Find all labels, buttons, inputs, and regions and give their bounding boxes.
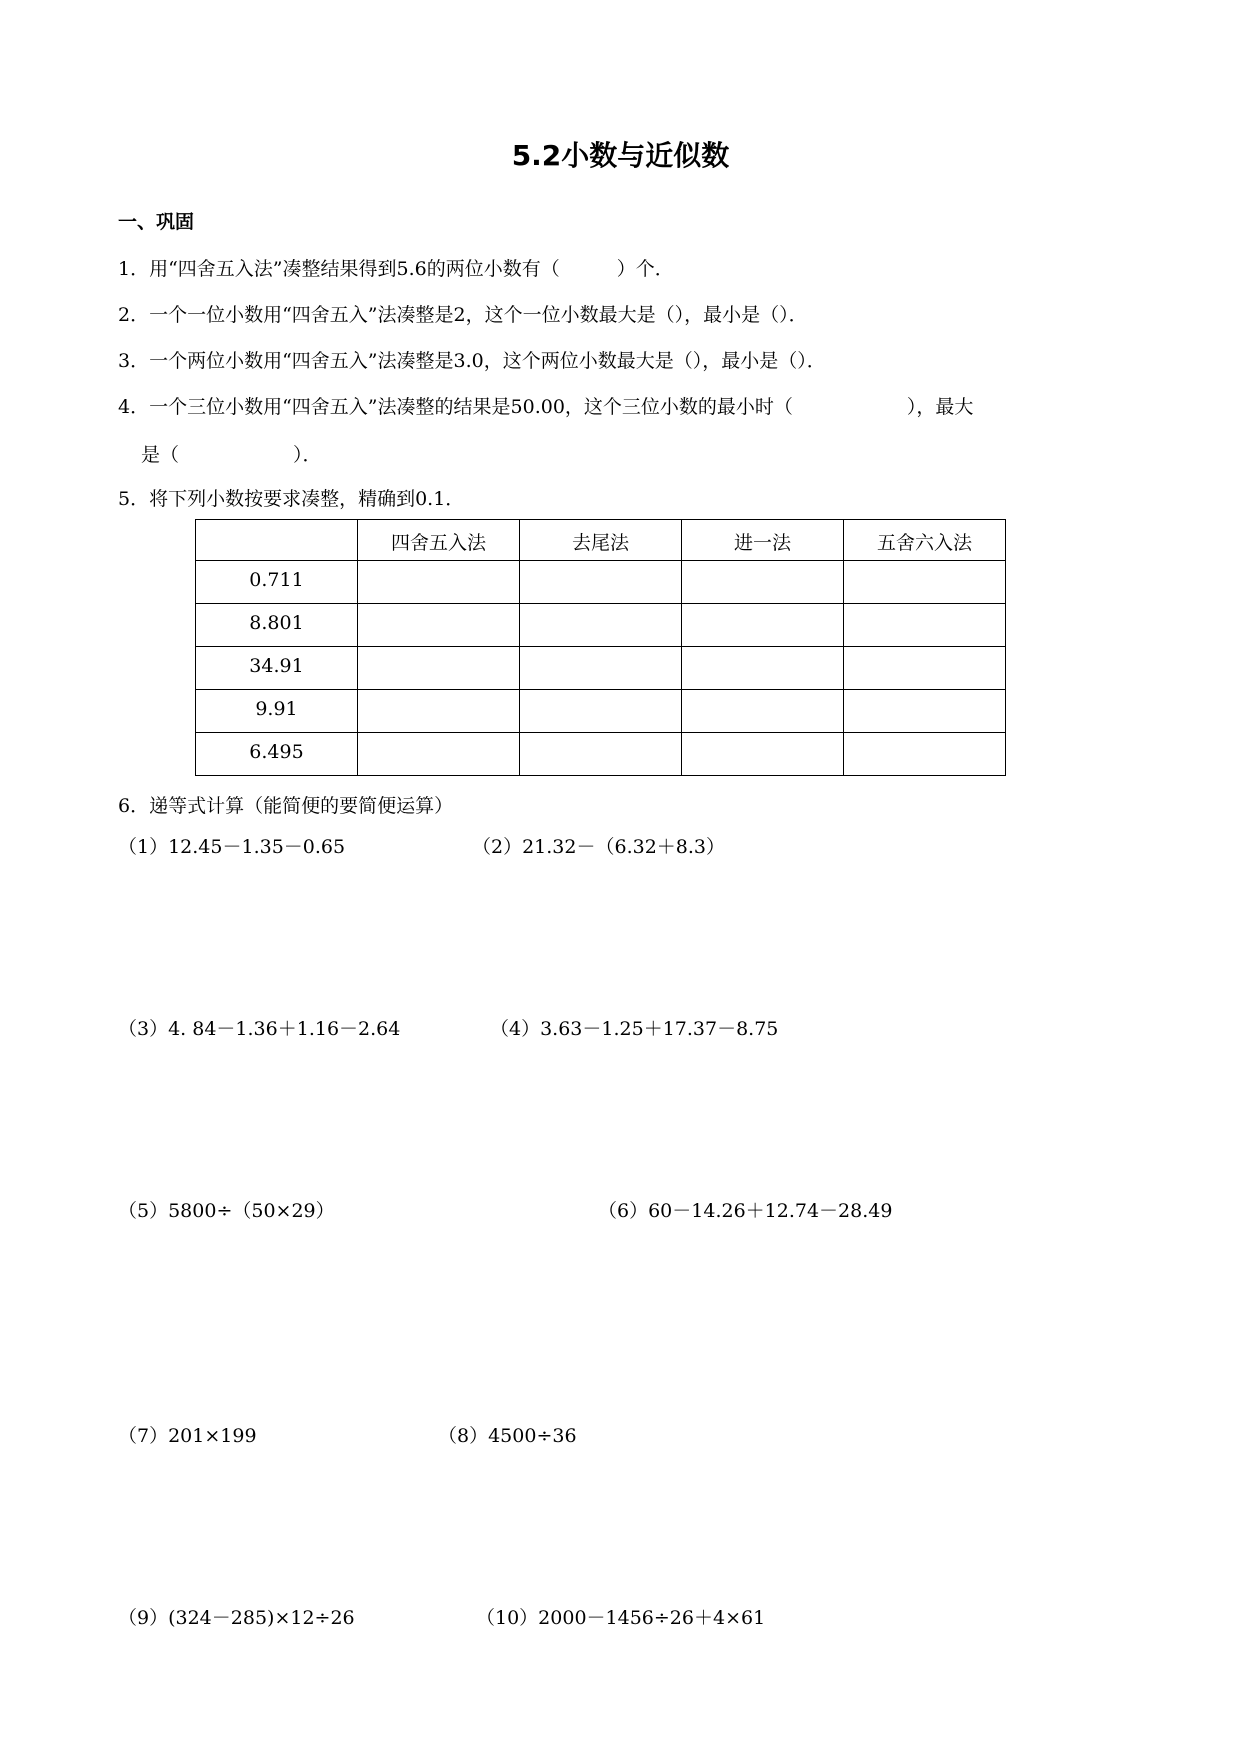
table-row	[196, 561, 1006, 604]
table-header-cell: 四舍五入法	[358, 520, 520, 561]
answer-cell	[520, 690, 682, 733]
table-header-cell: 五舍六入法	[844, 520, 1006, 561]
question-3: 3．一个两位小数用“四舍五入”法凑整是3.0，这个两位小数最大是（），最小是（）．	[118, 350, 826, 372]
answer-cell	[358, 690, 520, 733]
table-row-label: 9.91	[196, 690, 358, 733]
answer-cell	[358, 647, 520, 690]
table-header-cell	[196, 520, 358, 561]
answer-cell	[844, 690, 1006, 733]
table-row	[196, 690, 1006, 733]
table-row-label: 34.91	[196, 647, 358, 690]
answer-cell	[682, 690, 844, 733]
answer-cell	[682, 647, 844, 690]
table-row-label: 8.801	[196, 604, 358, 647]
answer-cell	[520, 733, 682, 776]
answer-cell	[520, 604, 682, 647]
answer-cell	[844, 647, 1006, 690]
answer-cell	[682, 604, 844, 647]
answer-cell	[844, 733, 1006, 776]
calculation-8: （8）4500÷36	[438, 1425, 577, 1447]
table-row-label: 6.495	[196, 733, 358, 776]
calculation-10: （10）2000－1456÷26＋4×61	[476, 1607, 766, 1629]
section-title: 一、巩固	[118, 211, 195, 233]
answer-cell	[682, 561, 844, 604]
answer-cell	[358, 733, 520, 776]
question-5: 5．将下列小数按要求凑整，精确到0.1．	[118, 488, 465, 510]
answer-cell	[520, 561, 682, 604]
table-header-row	[196, 520, 1006, 561]
question-4-line-1: 4．一个三位小数用“四舍五入”法凑整的结果是50.00，这个三位小数的最小时（ ），最大	[118, 396, 974, 418]
table-row	[196, 733, 1006, 776]
rounding-table	[195, 519, 1006, 776]
calculation-1: （1）12.45－1.35－0.65	[118, 836, 346, 858]
table-header-cell: 进一法	[682, 520, 844, 561]
calculation-6: （6）60－14.26＋12.74－28.49	[598, 1200, 893, 1222]
answer-cell	[682, 733, 844, 776]
question-2: 2．一个一位小数用“四舍五入”法凑整是2，这个一位小数最大是（），最小是（）．	[118, 304, 808, 326]
answer-cell	[844, 604, 1006, 647]
calculation-4: （4）3.63－1.25＋17.37－8.75	[490, 1018, 779, 1040]
answer-cell	[844, 561, 1006, 604]
answer-cell	[358, 604, 520, 647]
calculation-3: （3）4. 84－1.36＋1.16－2.64	[118, 1018, 401, 1040]
calculation-2: （2）21.32－（6.32＋8.3）	[472, 836, 726, 858]
table-row-label: 0.711	[196, 561, 358, 604]
question-4-line-2: 是（ ）．	[141, 444, 322, 466]
question-1: 1．用“四舍五入法”凑整结果得到5.6的两位小数有（ ）个．	[118, 258, 674, 280]
answer-cell	[358, 561, 520, 604]
table-row	[196, 647, 1006, 690]
page-title: 5.2小数与近似数	[511, 139, 730, 172]
calculation-9: （9）(324－285)×12÷26	[118, 1607, 355, 1629]
table-row	[196, 604, 1006, 647]
calculation-7: （7）201×199	[118, 1425, 257, 1447]
answer-cell	[520, 647, 682, 690]
table-header-cell: 去尾法	[520, 520, 682, 561]
calculation-5: （5）5800÷（50×29）	[118, 1200, 335, 1222]
question-6: 6．递等式计算（能简便的要简便运算）	[118, 795, 454, 817]
